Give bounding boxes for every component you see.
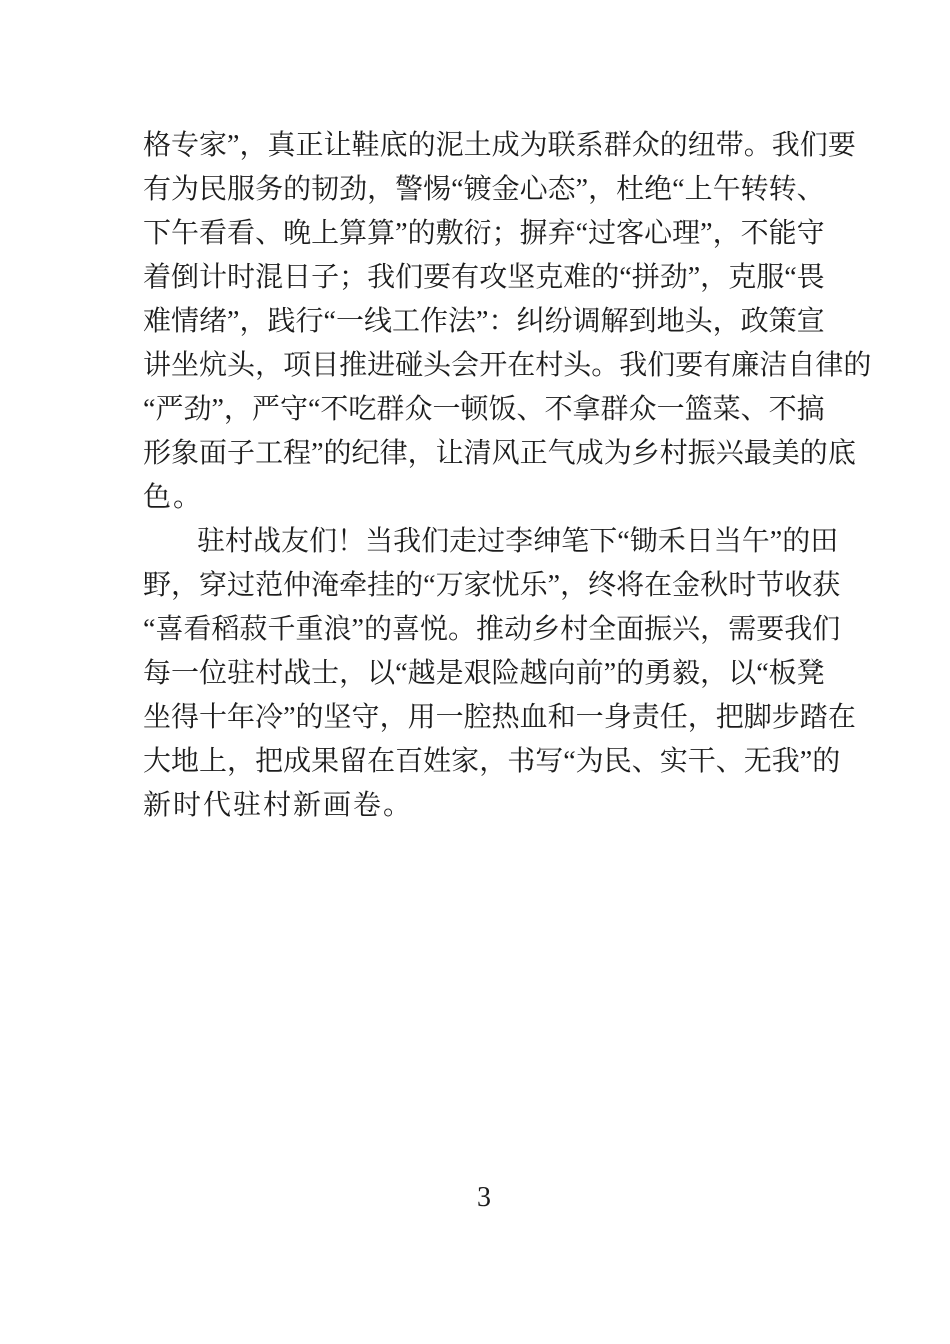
text-line: 形 象 面 子 工 程 ” 的 纪 律 ， 让 清 风 正 气 成 为 乡 村 振 兴 最 美 的 底 (143, 438, 856, 469)
text-line: “ 严 劲 ” ， 严 守 “ 不 吃 群 众 一 顿 饭 、 不 拿 群 众 一 篮 菜 、 不 搞 (143, 394, 825, 425)
page-number: 3 (477, 1182, 491, 1213)
text-line: 有 为 民 服 务 的 韧 劲 ， 警 惕 “ 镀 金 心 态 ” ， 杜 绝 “ 上 午 转 转 、 (143, 174, 825, 205)
text-line: 下 午 看 看 、 晚 上 算 算 ” 的 敷 衍 ； 摒 弃 “ 过 客 心 理 ” ， 不 能 守 (143, 218, 825, 249)
text-line paragraph-start: 驻 村 战 友 们 ！ 当 我 们 走 过 李 绅 笔 下 “ 锄 禾 日 当 午 ” 的 田 (197, 526, 839, 557)
text-line paragraph-end: 新时代驻村新画卷。 (143, 790, 414, 821)
text-line: “ 喜 看 稻 菽 千 重 浪 ” 的 喜 悦 。 推 动 乡 村 全 面 振 兴 ， 需 要 我 们 (143, 614, 841, 645)
text-line: 每 一 位 驻 村 战 士 ， 以 “ 越 是 艰 险 越 向 前 ” 的 勇 毅 ， 以 “ 板 凳 (143, 658, 825, 689)
text-line: 讲 坐 炕 头 ， 项 目 推 进 碰 头 会 开 在 村 头 。 我 们 要 有 廉 洁 自 律 的 (143, 350, 872, 381)
text-line: 着 倒 计 时 混 日 子 ； 我 们 要 有 攻 坚 克 难 的 “ 拼 劲 ” ， 克 服 “ 畏 (143, 262, 825, 293)
text-line: 难 情 绪 ” ， 践 行 “ 一 线 工 作 法 ” ： 纠 纷 调 解 到 地 头 ， 政 策 宣 (143, 306, 825, 337)
text-line paragraph-end: 色。 (143, 482, 204, 513)
text-line: 格 专 家 ” ， 真 正 让 鞋 底 的 泥 土 成 为 联 系 群 众 的 纽 带 。 我 们 要 (143, 130, 856, 161)
text-line: 野 ， 穿 过 范 仲 淹 牵 挂 的 “ 万 家 忧 乐 ” ， 终 将 在 金 秋 时 节 收 获 (143, 570, 841, 601)
text-line: 大 地 上 ， 把 成 果 留 在 百 姓 家 ， 书 写 “ 为 民 、 实 干 、 无 我 ” 的 (143, 746, 841, 777)
text-line: 坐 得 十 年 冷 ” 的 坚 守 ， 用 一 腔 热 血 和 一 身 责 任 ， 把 脚 步 踏 在 (143, 702, 856, 733)
body-text (143, 124, 872, 828)
